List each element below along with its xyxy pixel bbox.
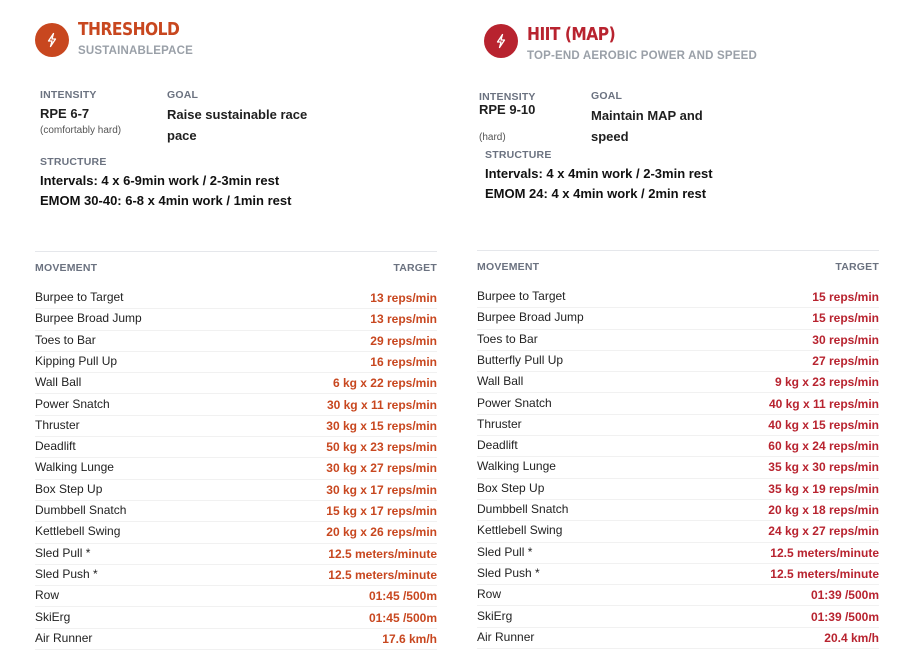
target-value: 01:39 /500m: [810, 588, 879, 603]
table-row: [477, 415, 879, 436]
table-row: [35, 629, 437, 650]
threshold-subtitle: SUSTAINABLEPACE: [78, 45, 194, 57]
movement-name: Box Step Up: [35, 481, 103, 496]
movement-name: SkiErg: [477, 608, 513, 623]
table-row: [477, 585, 879, 606]
target-value: 15 kg x 17 reps/min: [326, 504, 437, 518]
movement-name: Box Step Up: [477, 480, 545, 495]
target-value: 35 kg x 19 reps/min: [768, 481, 879, 496]
threshold-goal-value: Raise sustainable race pace: [167, 107, 308, 143]
movement-name: Thruster: [477, 416, 522, 431]
table-row: [477, 287, 879, 308]
hiit-badge: [484, 24, 518, 58]
table-row: [477, 372, 879, 393]
movement-name: Sled Pull *: [35, 545, 91, 560]
hiit-goal-label: GOAL: [591, 90, 623, 102]
movement-name: Air Runner: [477, 629, 535, 644]
row-divider: [477, 648, 879, 649]
hiit-intensity-note: (hard): [479, 132, 506, 143]
movement-name: Toes to Bar: [477, 331, 538, 346]
target-value: 12.5 meters/minute: [770, 566, 879, 581]
table-row: [477, 436, 879, 457]
table-row: [35, 586, 437, 607]
divider: [35, 251, 437, 252]
table-row: [35, 458, 437, 479]
target-value: 12.5 meters/minute: [328, 546, 437, 561]
movement-name: Burpee to Target: [35, 290, 124, 304]
threshold-intensity-label: INTENSITY: [40, 89, 97, 101]
table-row: [35, 309, 437, 330]
table-row: [477, 457, 879, 478]
table-row: [477, 308, 879, 329]
table-row: [477, 564, 879, 585]
movement-name: Row: [477, 587, 502, 602]
threshold-intensity-value: RPE 6-7: [40, 106, 90, 121]
movement-name: Burpee Broad Jump: [35, 311, 142, 326]
table-header: [477, 261, 879, 275]
table-row: [477, 543, 879, 564]
movement-name: Deadlift: [477, 438, 518, 453]
movement-name: Sled Push *: [35, 566, 98, 581]
table-row: [477, 521, 879, 542]
threshold-goal-label: GOAL: [167, 89, 199, 101]
table-row: [35, 565, 437, 586]
table-row: [35, 437, 437, 458]
threshold-title: THRESHOLD: [78, 19, 180, 40]
table-row: [477, 607, 879, 628]
target-value: 60 kg x 24 reps/min: [768, 439, 879, 454]
table-row: [35, 608, 437, 629]
target-header: TARGET: [393, 262, 437, 274]
movement-name: Dumbbell Snatch: [35, 503, 127, 517]
target-value: 15 reps/min: [812, 290, 879, 304]
target-value: 29 reps/min: [370, 333, 437, 348]
movement-header: MOVEMENT: [35, 262, 98, 274]
table-row: [35, 501, 437, 522]
target-value: 01:39 /500m: [810, 609, 879, 624]
hiit-structure-line: EMOM 24: 4 x 4min work / 2min rest: [485, 186, 707, 201]
movement-name: Deadlift: [35, 439, 76, 454]
movement-name: Air Runner: [35, 630, 93, 645]
hiit-subtitle: TOP-END AEROBIC POWER AND SPEED: [527, 50, 758, 62]
target-value: 17.6 km/h: [382, 631, 437, 646]
table-row: [477, 628, 879, 649]
target-value: 20 kg x 18 reps/min: [768, 503, 879, 517]
target-value: 13 reps/min: [370, 312, 437, 327]
target-value: 30 kg x 17 reps/min: [326, 482, 437, 497]
target-header: TARGET: [835, 261, 879, 273]
movement-name: Toes to Bar: [35, 332, 96, 347]
movement-name: Power Snatch: [35, 396, 110, 411]
target-value: 30 kg x 11 reps/min: [326, 397, 437, 412]
movement-name: Thruster: [35, 417, 80, 432]
movement-name: Wall Ball: [35, 375, 82, 390]
table-row: [35, 480, 437, 501]
target-value: 35 kg x 30 reps/min: [768, 460, 879, 475]
movement-name: Power Snatch: [477, 395, 552, 410]
hiit-structure-line: Intervals: 4 x 4min work / 2-3min rest: [485, 166, 713, 181]
threshold-structure-label: STRUCTURE: [40, 156, 107, 168]
lightning-bolt-icon: [493, 33, 509, 49]
table-row: [35, 416, 437, 437]
threshold-intensity-note: (comfortably hard): [40, 125, 122, 136]
divider: [477, 250, 879, 251]
hiit-goal-value: Maintain MAP and speed: [591, 108, 703, 144]
movement-header: MOVEMENT: [477, 261, 540, 273]
hiit-title: HIIT (MAP): [527, 24, 616, 45]
target-value: 01:45 /500m: [368, 589, 437, 604]
target-value: 6 kg x 22 reps/min: [332, 376, 437, 391]
target-value: 15 reps/min: [812, 311, 879, 326]
table-row: [35, 373, 437, 394]
movement-name: Sled Pull *: [477, 544, 533, 559]
movement-name: Kipping Pull Up: [35, 353, 118, 368]
table-row: [477, 500, 879, 521]
movement-name: Kettlebell Swing: [477, 523, 563, 538]
target-value: 13 reps/min: [370, 291, 437, 305]
movement-name: Burpee Broad Jump: [477, 310, 584, 325]
target-value: 12.5 meters/minute: [328, 567, 437, 582]
movement-name: Wall Ball: [477, 374, 524, 389]
threshold-structure-line: EMOM 30-40: 6-8 x 4min work / 1min rest: [40, 193, 292, 208]
table-row: [477, 351, 879, 372]
table-row: [477, 330, 879, 351]
movement-name: Sled Push *: [477, 565, 540, 580]
target-value: 9 kg x 23 reps/min: [774, 375, 879, 390]
movement-name: Dumbbell Snatch: [477, 502, 569, 516]
hiit-intensity-value: RPE 9-10: [479, 102, 536, 117]
threshold-badge: [35, 23, 69, 57]
target-value: 27 reps/min: [812, 353, 879, 368]
table-row: [35, 544, 437, 565]
target-value: 12.5 meters/minute: [770, 545, 879, 560]
hiit-movement-table: [477, 250, 879, 650]
movement-name: Kettlebell Swing: [35, 524, 121, 539]
target-value: 30 kg x 15 reps/min: [326, 418, 437, 433]
target-value: 30 reps/min: [812, 332, 879, 347]
hiit-structure-label: STRUCTURE: [485, 149, 552, 161]
target-value: 20 kg x 26 reps/min: [326, 525, 437, 540]
target-value: 30 kg x 27 reps/min: [326, 461, 437, 476]
movement-name: Walking Lunge: [35, 460, 114, 475]
target-value: 20.4 km/h: [824, 630, 879, 645]
target-value: 50 kg x 23 reps/min: [326, 440, 437, 455]
table-row: [35, 288, 437, 309]
target-value: 01:45 /500m: [368, 610, 437, 625]
table-row: [35, 395, 437, 416]
table-header: [35, 262, 437, 276]
table-row: [35, 352, 437, 373]
movement-name: SkiErg: [35, 609, 71, 624]
hiit-intensity-label: INTENSITY: [479, 91, 536, 103]
target-value: 40 kg x 11 reps/min: [768, 396, 879, 411]
table-row: [477, 394, 879, 415]
threshold-movement-table: [35, 251, 437, 651]
lightning-bolt-icon: [44, 32, 60, 48]
row-divider: [35, 649, 437, 650]
threshold-structure-line: Intervals: 4 x 6-9min work / 2-3min rest: [40, 173, 280, 188]
movement-name: Walking Lunge: [477, 459, 556, 474]
movement-name: Row: [35, 588, 60, 603]
table-row: [477, 479, 879, 500]
movement-name: Burpee to Target: [477, 289, 566, 303]
target-value: 16 reps/min: [370, 354, 437, 369]
movement-name: Butterfly Pull Up: [477, 352, 564, 367]
target-value: 24 kg x 27 reps/min: [768, 524, 879, 539]
table-row: [35, 331, 437, 352]
table-row: [35, 522, 437, 543]
target-value: 40 kg x 15 reps/min: [768, 417, 879, 432]
